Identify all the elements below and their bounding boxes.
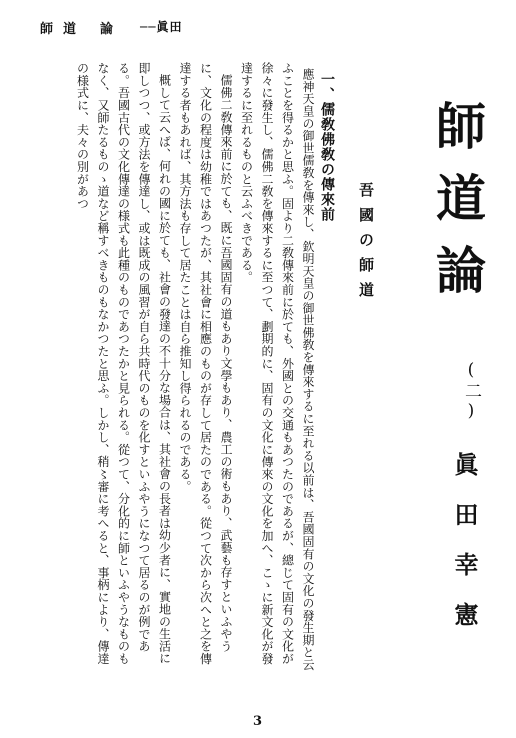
article-title: 師道論 [428, 100, 487, 316]
header-right-text: ──眞田 [140, 20, 183, 34]
paragraph: 儒佛二敎傳來前に於ても、既に吾國固有の道もあり文學もあり、農工の術もあり、武藝も存すといふやうに、文化の程度は幼稚ではあつたが、其社會に相應のものが存して居たのである。從つて次から次へと之を傳達する者もあれば、其方法も存して居たことは自ら推知し得られるのである。 [178, 62, 233, 665]
running-header [0, 18, 516, 36]
header-middle-text: 論 [100, 22, 128, 37]
header-left-text: 師道 [40, 22, 87, 37]
paragraph: 概して云へば、何れの國に於ても、社會の發達の不十分な場合は、其社會の長者は幼少者に、實地の生活に即しつつ、或方法を傳達し、或は既成の風習が自ら共時代のものを化すといふやうになつて居るのが例である。吾國古代の文化傳達の様式も此種のものであつたかと見られる。從つて、分化的に師といふやうなものもなく、又師たるものゝ道など稱すべきものもなかつたと思ふ。しかし、稍〻審に考へると、事柄により、傳達の様式に、夫々の別があつ [75, 62, 172, 665]
section-heading: 一、儒敎佛敎の傳來前 [319, 72, 335, 222]
chapter-heading: 吾國の師道 [357, 182, 375, 307]
page-number: 3 [253, 714, 263, 729]
body-text [35, 62, 318, 672]
series-number: (二) [461, 360, 481, 423]
author-name: 眞田幸憲 [450, 452, 479, 652]
paragraph: 應神天皇の御世儒敎を傳來し、欽明天皇の御世佛敎を傳來するに至れる以前は、吾國固有の文化の發生期と云ふことを得るかと思ふ。固より二敎傳來前に於ても、外國との交通もあつたのであるが、總じて固有の文化が徐々に發生し、儒佛二敎を傳來するに至つて、劃期的に、固有の文化に傳來の文化を加へ、こゝに新文化が發達するに至れるものと云ふべきである。 [239, 62, 315, 671]
